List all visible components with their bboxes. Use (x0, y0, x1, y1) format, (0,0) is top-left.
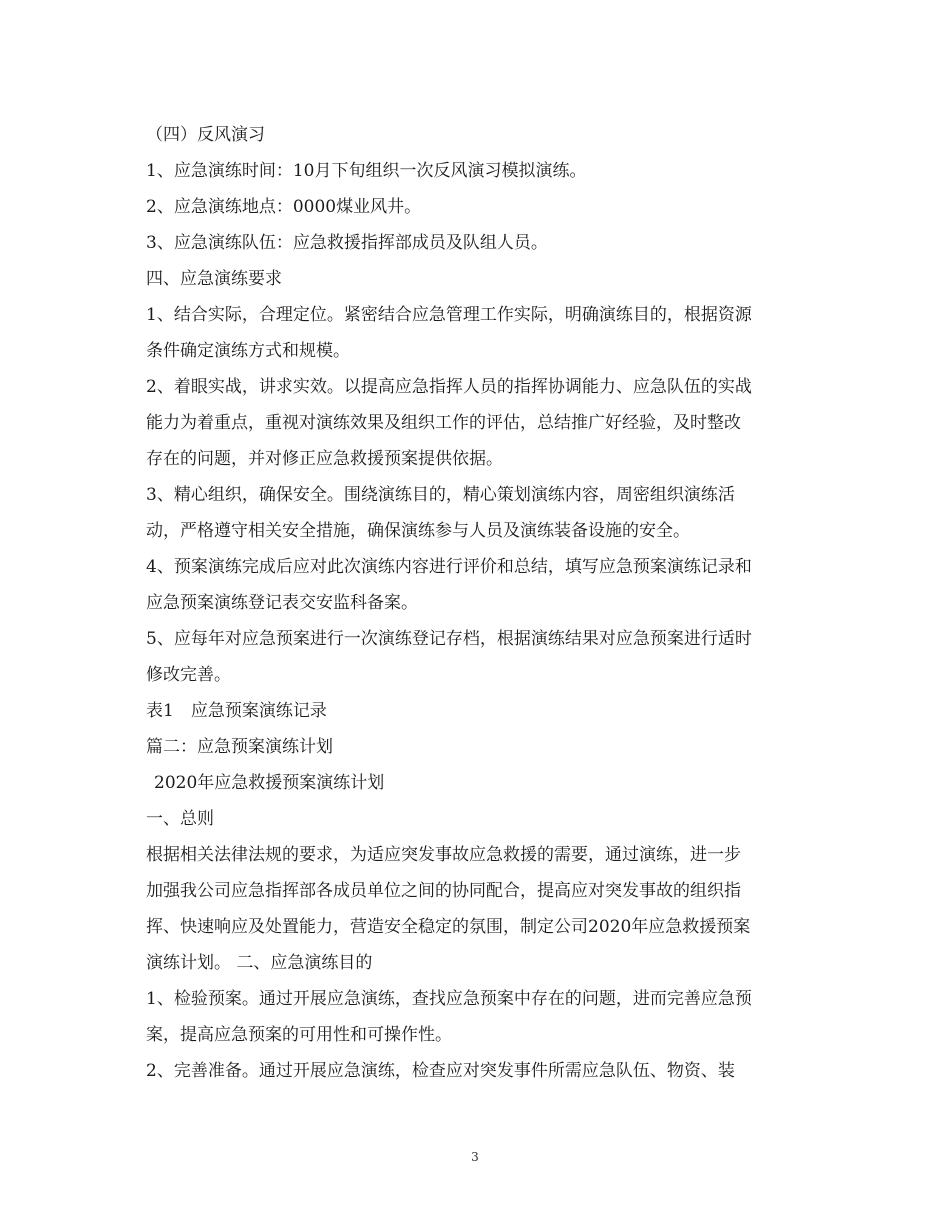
paragraph-line: 4、预案演练完成后应对此次演练内容进行评价和总结，填写应急预案演练记录和 (146, 557, 752, 577)
paragraph-line: 2、着眼实战，讲求实效。以提高应急指挥人员的指挥协调能力、应急队伍的实战 (146, 377, 752, 397)
section-heading: 四、应急演练要求 (146, 269, 282, 289)
paragraph-line: 根据相关法律法规的要求，为适应突发事故应急救援的需要，通过演练，进一步 (146, 845, 741, 865)
paragraph-line: 5、应每年对应急预案进行一次演练登记存档，根据演练结果对应急预案进行适时 (146, 629, 752, 649)
paragraph-line: 3、精心组织，确保安全。围绕演练目的，精心策划演练内容，周密组织演练活 (146, 485, 735, 505)
page-number: 3 (471, 1150, 479, 1164)
document-body (146, 117, 816, 1089)
paragraph-line: 2、应急演练地点：0000煤业风井。 (146, 197, 422, 217)
paragraph-line: 存在的问题，并对修正应急救援预案提供依据。 (146, 449, 503, 469)
document-title: 2020年应急救援预案演练计划 (154, 773, 385, 793)
paragraph-line: 条件确定演练方式和规模。 (146, 341, 350, 361)
section-heading: （四）反风演习 (146, 125, 265, 145)
section-heading: 一、总则 (146, 809, 214, 829)
paragraph-line: 1、结合实际，合理定位。紧密结合应急管理工作实际，明确演练目的，根据资源 (146, 305, 752, 325)
paragraph-line: 应急预案演练登记表交安监科备案。 (146, 593, 418, 613)
article-heading: 篇二：应急预案演练计划 (146, 737, 333, 757)
paragraph-line: 演练计划。 二、应急演练目的 (146, 953, 373, 973)
table-caption: 表1 应急预案演练记录 (146, 701, 327, 721)
paragraph-line: 能力为着重点，重视对演练效果及组织工作的评估，总结推广好经验，及时整改 (146, 413, 741, 433)
paragraph-line: 修改完善。 (146, 665, 231, 685)
paragraph-line: 3、应急演练队伍：应急救援指挥部成员及队组人员。 (146, 233, 548, 253)
paragraph-line: 2、完善准备。通过开展应急演练，检查应对突发事件所需应急队伍、物资、装 (146, 1061, 735, 1081)
paragraph-line: 1、检验预案。通过开展应急演练，查找应急预案中存在的问题，进而完善应急预 (146, 989, 752, 1009)
paragraph-line: 挥、快速响应及处置能力，营造安全稳定的氛围，制定公司2020年应急救援预案 (146, 917, 751, 937)
paragraph-line: 加强我公司应急指挥部各成员单位之间的协同配合，提高应对突发事故的组织指 (146, 881, 741, 901)
paragraph-line: 案，提高应急预案的可用性和可操作性。 (146, 1025, 452, 1045)
paragraph-line: 1、应急演练时间：10月下旬组织一次反风演习模拟演练。 (146, 161, 587, 181)
paragraph-line: 动，严格遵守相关安全措施，确保演练参与人员及演练装备设施的安全。 (146, 521, 690, 541)
